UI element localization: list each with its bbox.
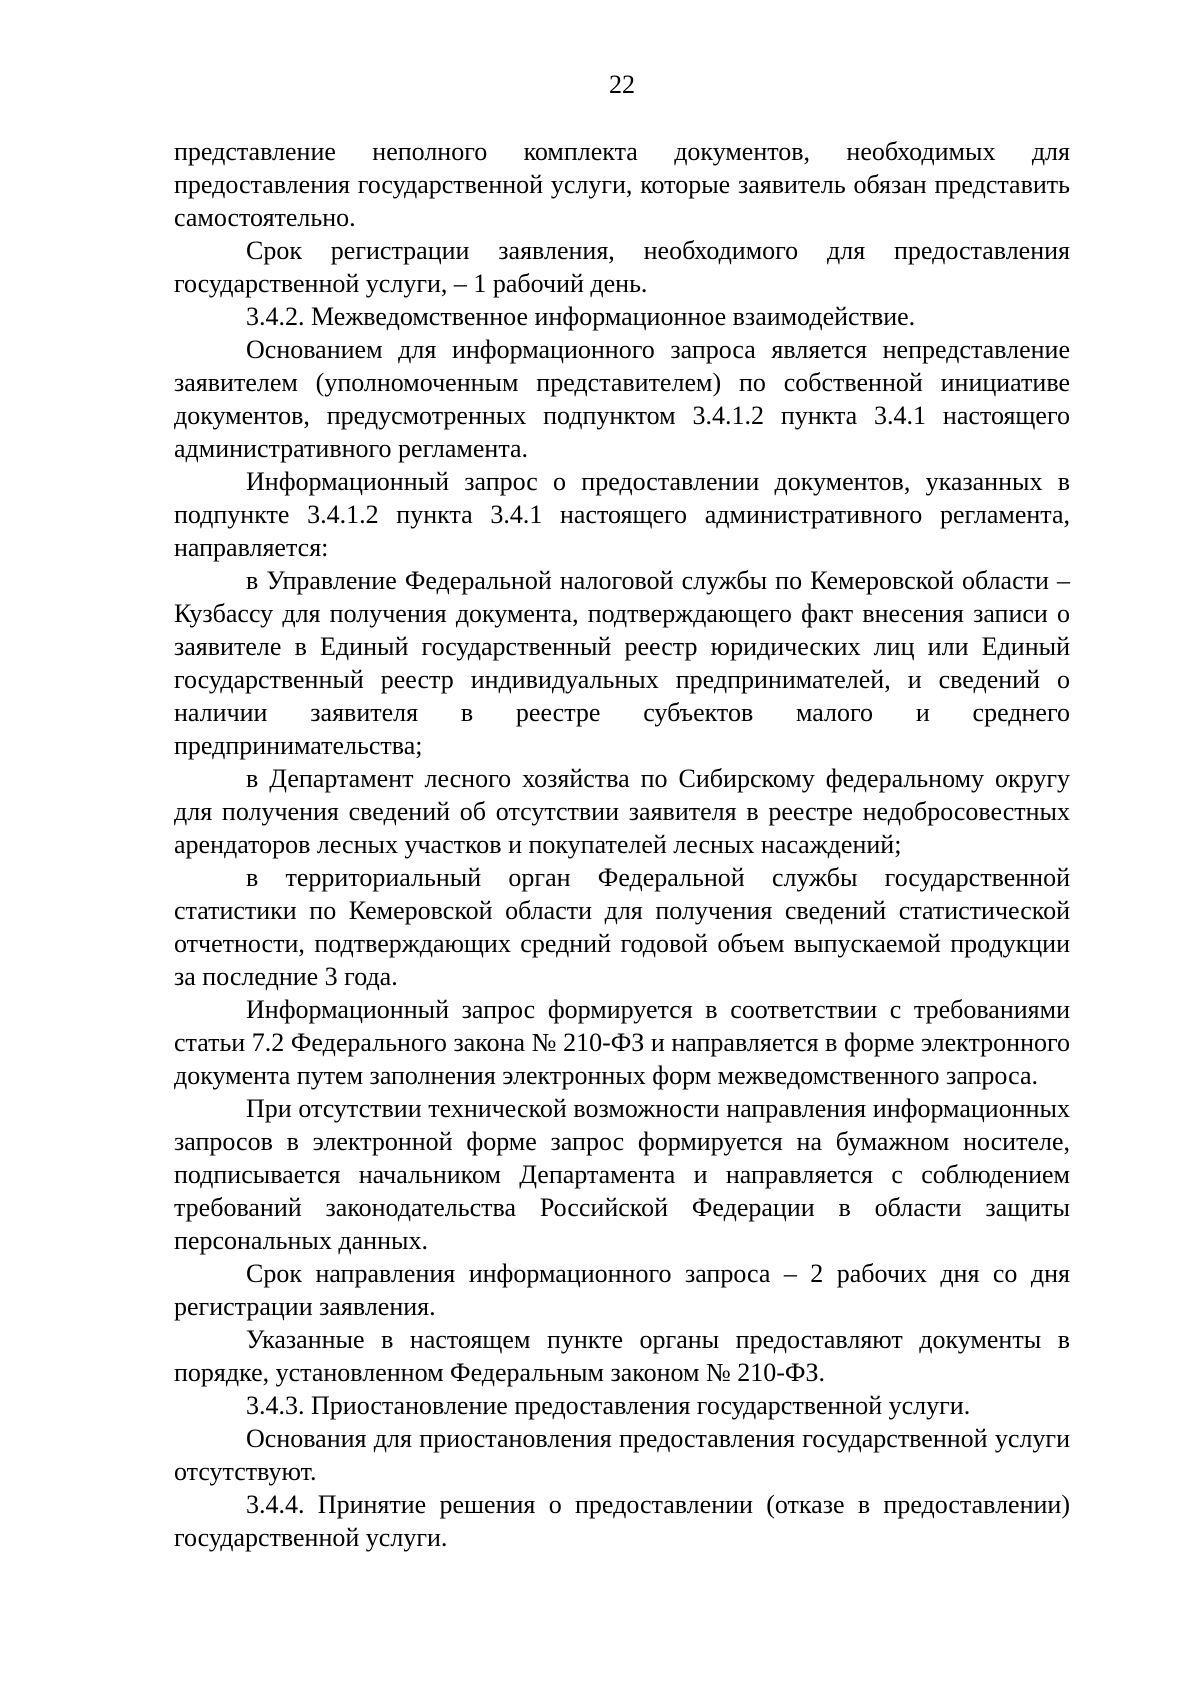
- paragraph-continuation: представление неполного комплекта документов, необходимых для предоставления государственной услуги, которые заявитель обязан представить самостоятельно.: [174, 137, 1070, 232]
- section-heading-3-4-3: 3.4.3. Приостановление предоставления государственной услуги.: [246, 1391, 971, 1420]
- section-heading-3-4-2: 3.4.2. Межведомственное информационное взаимодействие.: [246, 302, 916, 331]
- paragraph-registration-term: Срок регистрации заявления, необходимого для предоставления государственной услуги, – 1 рабочий день.: [174, 236, 1070, 298]
- paragraph-paper-request: При отсутствии технической возможности направления информационных запросов в электронной форме запрос формируется на бумажном носителе, подписывается начальником Департамента и направляется с соблюдением требований законодательства Российской Федерации в области защиты персональных данных.: [174, 1094, 1070, 1255]
- paragraph-suspension-grounds: Основания для приостановления предоставления государственной услуги отсутствуют.: [174, 1424, 1070, 1486]
- paragraph-documents-order: Указанные в настоящем пункте органы предоставляют документы в порядке, установленном Федеральным законом № 210-ФЗ.: [174, 1325, 1070, 1387]
- paragraph-request-recipients: Информационный запрос о предоставлении документов, указанных в подпункте 3.4.1.2 пункта 3.4.1 настоящего административного регламента, направляется:: [174, 467, 1070, 562]
- list-item-statistics-service: в территориальный орган Федеральной службы государственной статистики по Кемеровской области для получения сведений статистической отчетности, подтверждающих средний годовой объем выпускаемой продукции за последние 3 года.: [174, 863, 1070, 991]
- paragraph-request-form: Информационный запрос формируется в соответствии с требованиями статьи 7.2 Федерального закона № 210-ФЗ и направляется в форме электронного документа путем заполнения электронных форм межведомственного запроса.: [174, 995, 1070, 1090]
- paragraph-request-term: Срок направления информационного запроса – 2 рабочих дня со дня регистрации заявления.: [174, 1259, 1070, 1321]
- page-number: 22: [609, 70, 635, 99]
- list-item-forestry-department: в Департамент лесного хозяйства по Сибирскому федеральному округу для получения сведений об отсутствии заявителя в реестре недобросовестных арендаторов лесных участков и покупателей лесных насаждений;: [174, 764, 1070, 859]
- paragraph-request-basis: Основанием для информационного запроса является непредставление заявителем (уполномоченным представителем) по собственной инициативе документов, предусмотренных подпунктом 3.4.1.2 пункта 3.4.1 настоящего административного регламента.: [174, 335, 1070, 463]
- section-heading-3-4-4: 3.4.4. Принятие решения о предоставлении (отказе в предоставлении) государственной услуги.: [174, 1490, 1070, 1552]
- list-item-tax-service: в Управление Федеральной налоговой службы по Кемеровской области – Кузбассу для получения документа, подтверждающего факт внесения записи о заявителе в Единый государственный реестр юридических лиц или Единый государственный реестр индивидуальных предпринимателей, и сведений о наличии заявителя в реестре субъектов малого и среднего предпринимательства;: [174, 566, 1070, 760]
